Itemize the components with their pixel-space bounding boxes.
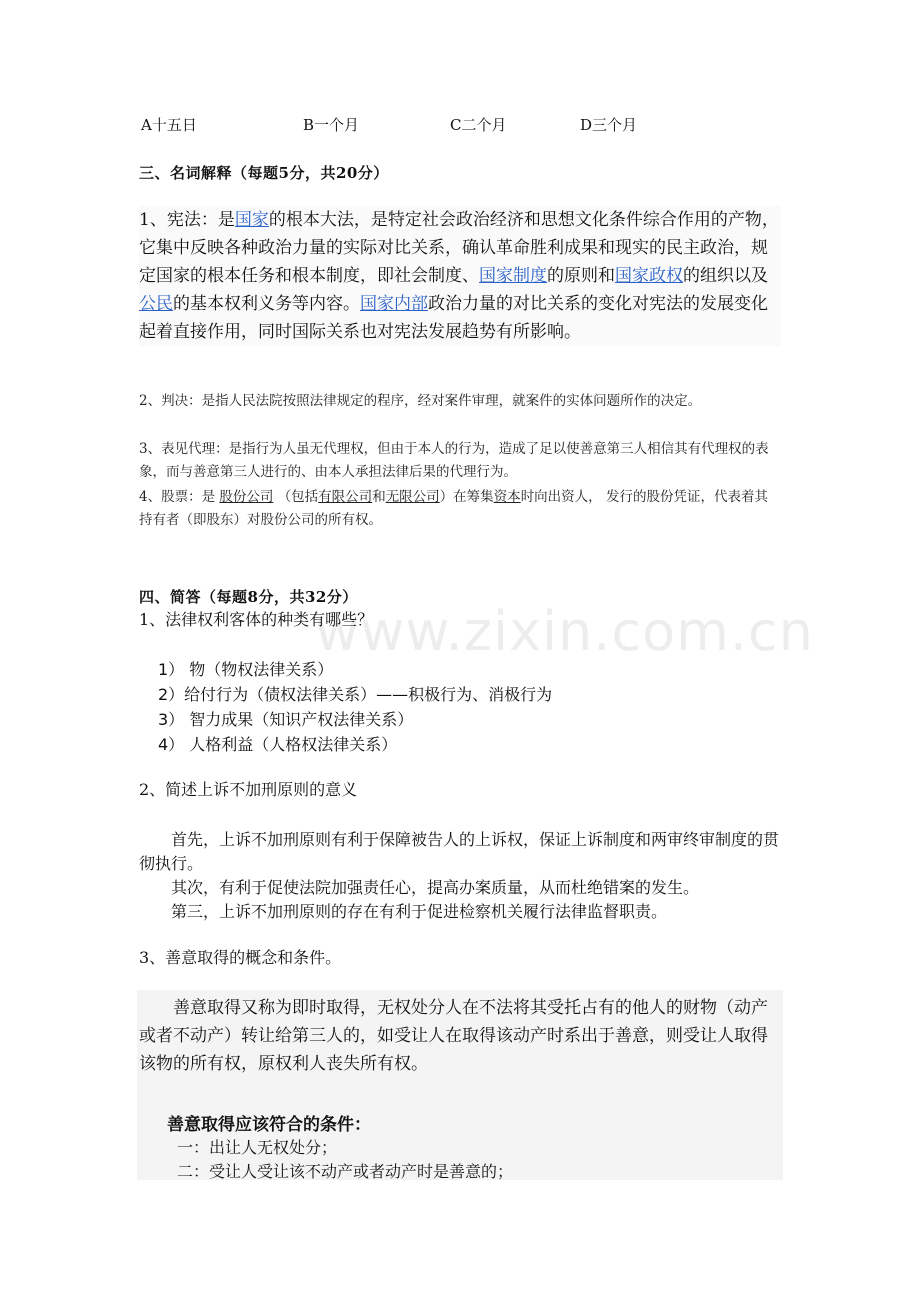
q2-para-2: 其次，有利于促使法院加强责任心，提高办案质量，从而杜绝错案的发生。 — [171, 878, 700, 897]
q3-cond-1: 一：出让人无权处分； — [177, 1138, 338, 1157]
option-c: C二个月 — [450, 116, 507, 134]
q2-para-1: 首先，上诉不加刑原则有利于保障被告人的上诉权，保证上诉制度和两审终审制度的贯彻执行。 — [139, 830, 780, 873]
q1-item-1: 1） 物（物权法律关系） — [158, 660, 334, 679]
q2-para-3: 第三，上诉不加刑原则的存在有利于促进检察机关履行法律监督职责。 — [171, 902, 668, 921]
q3-shaded-box — [137, 990, 783, 1180]
term-4-prefix: 4、股票：是 — [139, 489, 220, 505]
term-2-judgment: 2、判决：是指人民法院按照法律规定的程序，经对案件审理，就案件的实体问题所作的决定。 — [139, 393, 702, 409]
term-4-text-3: ）在筹集 — [439, 489, 494, 505]
q1-title: 1、法律权利客体的种类有哪些？ — [139, 610, 374, 629]
link-gongmin[interactable]: 公民 — [139, 294, 173, 314]
section-4-title: 四、简答（每题8分，共32分） — [139, 588, 358, 606]
term-1-text-1: 的根本大法，是特定社会政治经济和思想文化条件综合作用的产物，它集中反映各种政治力量的实际对比关系，确认革命胜利成果和现实的民主政治，规定国家的根本任务和根本制度，即社会制度、 — [139, 210, 779, 286]
term-1-text-2: 的原则和 — [547, 266, 615, 286]
q1-item-2: 2）给付行为（债权法律关系）——积极行为、消极行为 — [158, 685, 553, 704]
term-1-prefix: 1、宪法：是 — [139, 210, 235, 230]
watermark: www.zixin.com.cn — [315, 600, 814, 663]
link-guojia[interactable]: 国家 — [234, 210, 269, 230]
q1-item-4: 4） 人格利益（人格权法律关系） — [158, 735, 398, 754]
term-1-constitution — [139, 206, 781, 346]
q2-title: 2、简述上诉不加刑原则的意义 — [139, 780, 358, 799]
term-1-text-4: 的基本权利义务等内容。 — [173, 294, 360, 314]
q1-item-3: 3） 智力成果（知识产权法律关系） — [158, 710, 414, 729]
u-ziben: 资本 — [493, 489, 521, 505]
option-d: D三个月 — [580, 116, 638, 134]
q3-para-1: 善意取得又称为即时取得，无权处分人在不法将其受托占有的他人的财物（动产或者不动产）转让给第三人的，如受让人在取得该动产时系出于善意，则受让人取得该物的所有权，原权利人丧失所有权。 — [139, 998, 768, 1074]
link-guojia-zhengquan[interactable]: 国家政权 — [615, 266, 683, 286]
term-1-text-3: 的组织以及 — [683, 266, 768, 286]
link-guojia-neibu[interactable]: 国家内部 — [360, 294, 428, 314]
option-a: A十五日 — [141, 116, 197, 134]
q3-cond-2: 二：受让人受让该不动产或者动产时是善意的； — [177, 1162, 514, 1181]
term-4-text-2: 和 — [372, 489, 386, 505]
u-gufen-gongsi: 股份公司 — [219, 489, 274, 505]
term-3-apparent-agency: 3、表见代理：是指行为人虽无代理权，但由于本人的行为，造成了足以使善意第三人相信其有代理权的表象，而与善意第三人进行的、由本人承担法律后果的代理行为。 — [139, 441, 769, 480]
term-1-text-5: 政治力量的对比关系的变化对宪法的发展变化起着直接作用，同时国际关系也对宪法发展趋势有所影响。 — [139, 294, 768, 342]
q3-title: 3、善意取得的概念和条件。 — [139, 948, 342, 967]
term-4-stock — [139, 486, 781, 532]
section-3-title: 三、名词解释（每题5分，共20分） — [139, 164, 389, 182]
u-wuxian-gongsi: 无限公司 — [385, 489, 440, 505]
term-4-text-1: （包括 — [273, 489, 319, 505]
u-youxian-gongsi: 有限公司 — [318, 489, 373, 505]
q3-cond-title: 善意取得应该符合的条件： — [167, 1115, 371, 1135]
option-b: B一个月 — [303, 116, 360, 134]
link-guojia-zhidu[interactable]: 国家制度 — [479, 266, 547, 286]
term-4-text-4: 时向出资人， 发行的股份凭证，代表着其持有者（即股东）对股份公司的所有权。 — [139, 489, 768, 528]
